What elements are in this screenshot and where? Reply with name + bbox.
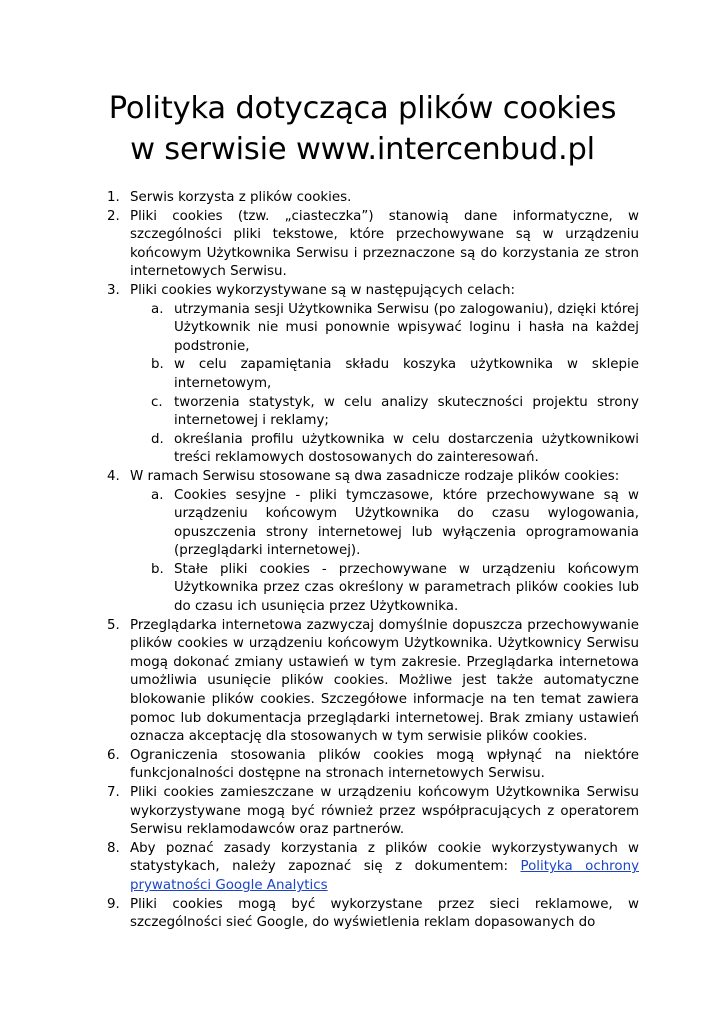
list-item-text: Pliki cookies mogą być wykorzystane przez sieci reklamowe, w szczególności sieć Google, do wyświetlenia reklam dopasowanych do: [130, 896, 639, 931]
sub-item-text: w celu zapamiętania składu koszyka użytkownika w sklepie internetowym,: [174, 357, 639, 391]
google-analytics-privacy-link[interactable]: Polityka ochrony prywatności Google Analytics: [130, 859, 640, 893]
sub-item-3b: [107, 356, 639, 393]
list-item-3: [107, 282, 639, 301]
list-item-text: Ograniczenia stosowania plików cookies mogą wpłynąć na niektóre funkcjonalności dostępne na stronach internetowych Serwisu.: [130, 747, 639, 782]
list-item-9: [107, 896, 639, 933]
sub-item-text: Cookies sesyjne - pliki tymczasowe, które przechowywane są w urządzeniu końcowym Użytkownika do czasu wylogowania, opuszczenia strony internetowej lub wyłączenia oprogramowania (przeglądarki internetowej).: [174, 487, 639, 559]
list-number: 1.: [107, 190, 120, 205]
list-item-4: [107, 468, 639, 487]
sub-number: c.: [151, 394, 163, 410]
cookie-policy-list: [107, 189, 639, 933]
sub-number: b.: [151, 357, 164, 373]
list-number: 6.: [107, 747, 120, 763]
list-item-8: [107, 840, 639, 896]
list-item-text: W ramach Serwisu stosowane są dwa zasadnicze rodzaje plików cookies:: [130, 468, 620, 484]
list-number: 3.: [107, 282, 120, 298]
sub-item-text: utrzymania sesji Użytkownika Serwisu (po zalogowaniu), dzięki której Użytkownik nie musi ponownie wpisywać loginu i hasła na każdej podstronie,: [174, 301, 639, 354]
sub-number: d.: [151, 431, 164, 447]
list-item-text: Przeglądarka internetowa zazwyczaj domyślnie dopuszcza przechowywanie plików cookies w urządzeniu końcowym Użytkownika. Użytkownicy Serwisu mogą dokonać zmiany ustawień w tym zakresie. Przeglądarka internetowa umożliwia usunięcie plików cookies. Możliwe jest także automatyczne blokowanie plików cookies. Szczegółowe informacje na ten temat zawiera pomoc lub dokumentacja przeglądarki internetowej. Brak zmiany ustawień oznacza akceptację dla stosowanych w tym serwisie plików cookies.: [130, 617, 639, 745]
list-item-text: Pliki cookies wykorzystywane są w następujących celach:: [130, 282, 516, 298]
list-item-6: [107, 747, 639, 784]
page-title: [60, 88, 665, 170]
list-item-1: [107, 189, 639, 208]
sub-number: b.: [151, 561, 164, 577]
list-number: 2.: [107, 208, 120, 224]
list-number: 7.: [107, 785, 120, 800]
list-number: 9.: [107, 896, 120, 912]
sub-item-text: określania profilu użytkownika w celu dostarczenia użytkownikowi treści reklamowych dostosowanych do zainteresowań.: [174, 431, 639, 466]
list-number: 5.: [107, 617, 120, 633]
sub-item-text: tworzenia statystyk, w celu analizy skuteczności projektu strony internetowej i reklamy;: [174, 394, 639, 429]
sub-item-3d: [107, 431, 639, 468]
list-number: 4.: [107, 468, 120, 484]
sub-item-text: Stałe pliki cookies - przechowywane w urządzeniu końcowym Użytkownika przez czas określony w parametrach plików cookies lub do czasu ich usunięcia przez Użytkownika.: [174, 561, 639, 615]
sub-number: a.: [151, 487, 164, 503]
list-item-text: Pliki cookies (tzw. „ciasteczka”) stanowią dane informatyczne, w szczególności pliki tekstowe, które przechowywane są w urządzeniu końcowym Użytkownika Serwisu i przeznaczone są do korzystania ze stron internetowych Serwisu.: [130, 208, 639, 280]
sub-number: a.: [151, 301, 164, 317]
list-item-7: [107, 784, 639, 840]
list-number: 8.: [107, 840, 120, 856]
list-item-text: Pliki cookies zamieszczane w urządzeniu końcowym Użytkownika Serwisu wykorzystywane mogą być również przez współpracujących z operatorem Serwisu reklamodawców oraz partnerów.: [130, 785, 639, 838]
title-line-1: Polityka dotycząca plików cookies: [108, 91, 617, 126]
sub-item-4a: [107, 487, 639, 561]
list-item-text: Serwis korzysta z plików cookies.: [130, 190, 352, 205]
list-item-5: [107, 617, 639, 747]
sub-item-4b: [107, 561, 639, 617]
list-item-text: Aby poznać zasady korzystania z plików cookie wykorzystywanych w statystykach, należy zapoznać się z dokumentem:: [130, 840, 639, 875]
title-line-2: w serwisie www.intercenbud.pl: [130, 132, 595, 167]
list-item-2: [107, 208, 639, 282]
sub-item-3a: [107, 301, 639, 357]
sub-item-3c: [107, 394, 639, 431]
